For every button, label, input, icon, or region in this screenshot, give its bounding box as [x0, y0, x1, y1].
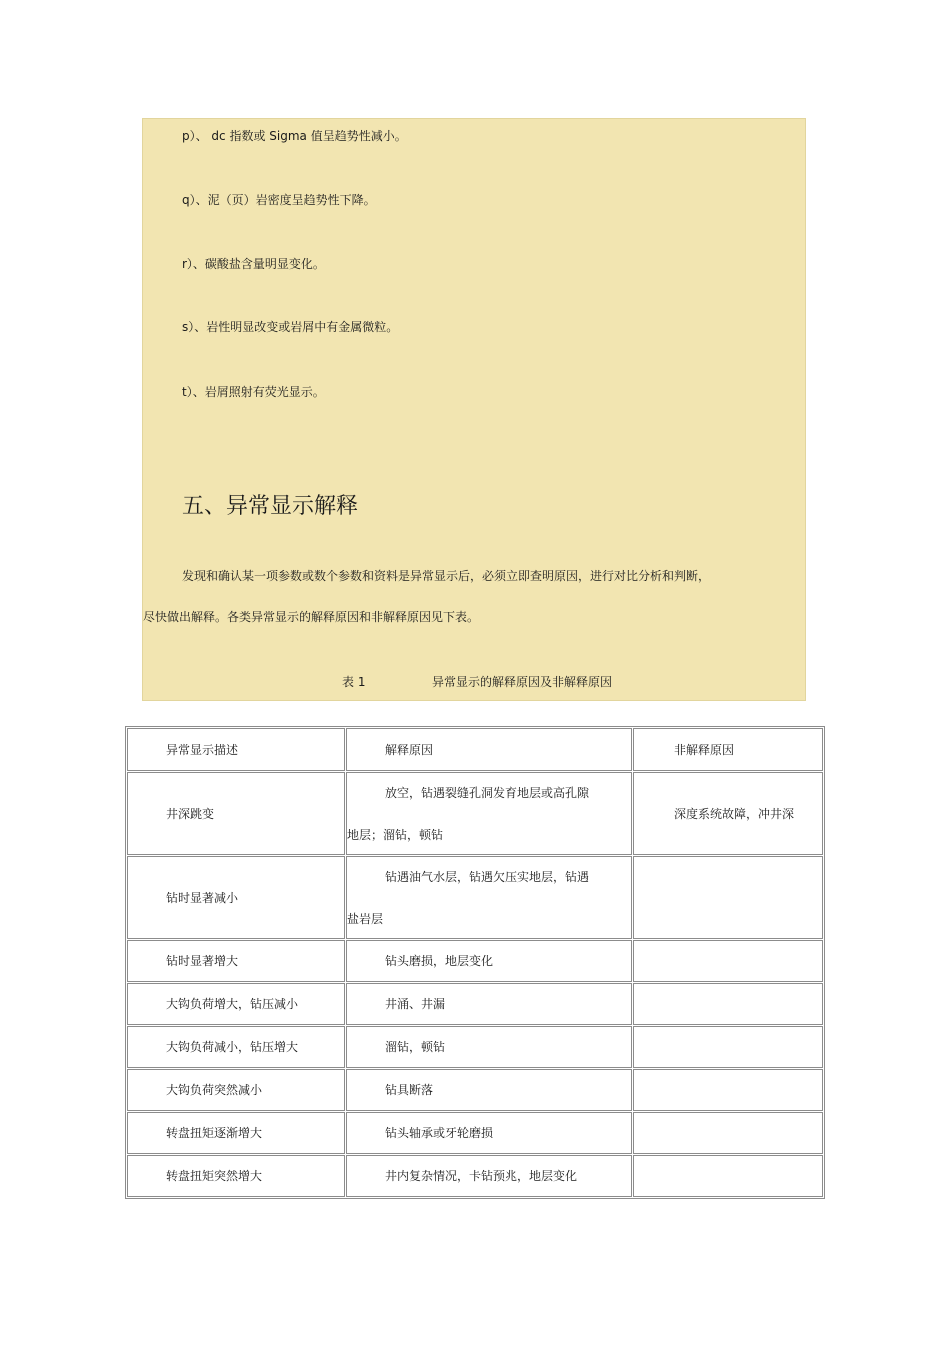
table-caption-title: 异常显示的解释原因及非解释原因	[432, 675, 613, 689]
cell-reason	[346, 856, 632, 939]
paragraph-line-2: 尽快做出解释。各类异常显示的解释原因和非解释原因见下表。	[143, 610, 480, 624]
cell-description: 转盘扭矩突然增大	[127, 1155, 345, 1197]
header-description: 异常显示描述	[127, 728, 345, 771]
table-row	[127, 1155, 823, 1197]
table-row	[127, 983, 823, 1025]
list-item-p: p）、 dc 指数或 Sigma 值呈趋势性减小。	[182, 129, 407, 143]
cell-description: 大钩负荷减小，钻压增大	[127, 1026, 345, 1068]
cell-reason	[346, 772, 632, 855]
list-item-r: r）、碳酸盐含量明显变化。	[182, 257, 325, 271]
cell-non-reason	[633, 856, 823, 939]
cell-reason-line-1: 钻遇油气水层，钻遇欠压实地层，钻遇	[385, 869, 590, 884]
cell-non-reason	[633, 1155, 823, 1197]
cell-non-reason: 深度系统故障，冲井深	[633, 772, 823, 855]
section-heading: 五、异常显示解释	[182, 494, 359, 519]
cell-reason: 井内复杂情况，卡钻预兆，地层变化	[346, 1155, 632, 1197]
cell-non-reason	[633, 1026, 823, 1068]
table-row	[127, 940, 823, 982]
cell-description: 井深跳变	[127, 772, 345, 855]
cell-description: 钻时显著增大	[127, 940, 345, 982]
cell-description: 钻时显著减小	[127, 856, 345, 939]
table-header-row	[127, 728, 823, 771]
cell-description: 大钩负荷突然减小	[127, 1069, 345, 1111]
table-row	[127, 1069, 823, 1111]
table-row	[127, 772, 823, 855]
cell-non-reason	[633, 940, 823, 982]
cell-reason-line-2: 地层；溜钻，顿钻	[347, 827, 444, 842]
cell-non-reason	[633, 1069, 823, 1111]
list-item-t: t）、岩屑照射有荧光显示。	[182, 385, 325, 399]
cell-non-reason	[633, 983, 823, 1025]
cell-description: 转盘扭矩逐渐增大	[127, 1112, 345, 1154]
table-caption-number: 表 1	[342, 675, 366, 689]
cell-reason: 钻头磨损，地层变化	[346, 940, 632, 982]
cell-reason-line-1: 放空，钻遇裂缝孔洞发育地层或高孔隙	[385, 785, 590, 800]
cell-reason-line-2: 盐岩层	[347, 911, 384, 926]
cell-reason: 钻具断落	[346, 1069, 632, 1111]
anomaly-table	[125, 726, 825, 1199]
cell-reason: 溜钻，顿钻	[346, 1026, 632, 1068]
table-row	[127, 856, 823, 939]
list-item-s: s）、岩性明显改变或岩屑中有金属微粒。	[182, 320, 399, 334]
header-non-reason: 非解释原因	[633, 728, 823, 771]
table-row	[127, 1026, 823, 1068]
paragraph-line-1: 发现和确认某一项参数或数个参数和资料是异常显示后，必须立即查明原因，进行对比分析和判断，	[182, 569, 711, 583]
cell-description: 大钩负荷增大，钻压减小	[127, 983, 345, 1025]
cell-reason: 井涌、井漏	[346, 983, 632, 1025]
cell-reason: 钻头轴承或牙轮磨损	[346, 1112, 632, 1154]
cell-non-reason	[633, 1112, 823, 1154]
table-row	[127, 1112, 823, 1154]
header-reason: 解释原因	[346, 728, 632, 771]
list-item-q: q）、泥（页）岩密度呈趋势性下降。	[182, 193, 376, 207]
